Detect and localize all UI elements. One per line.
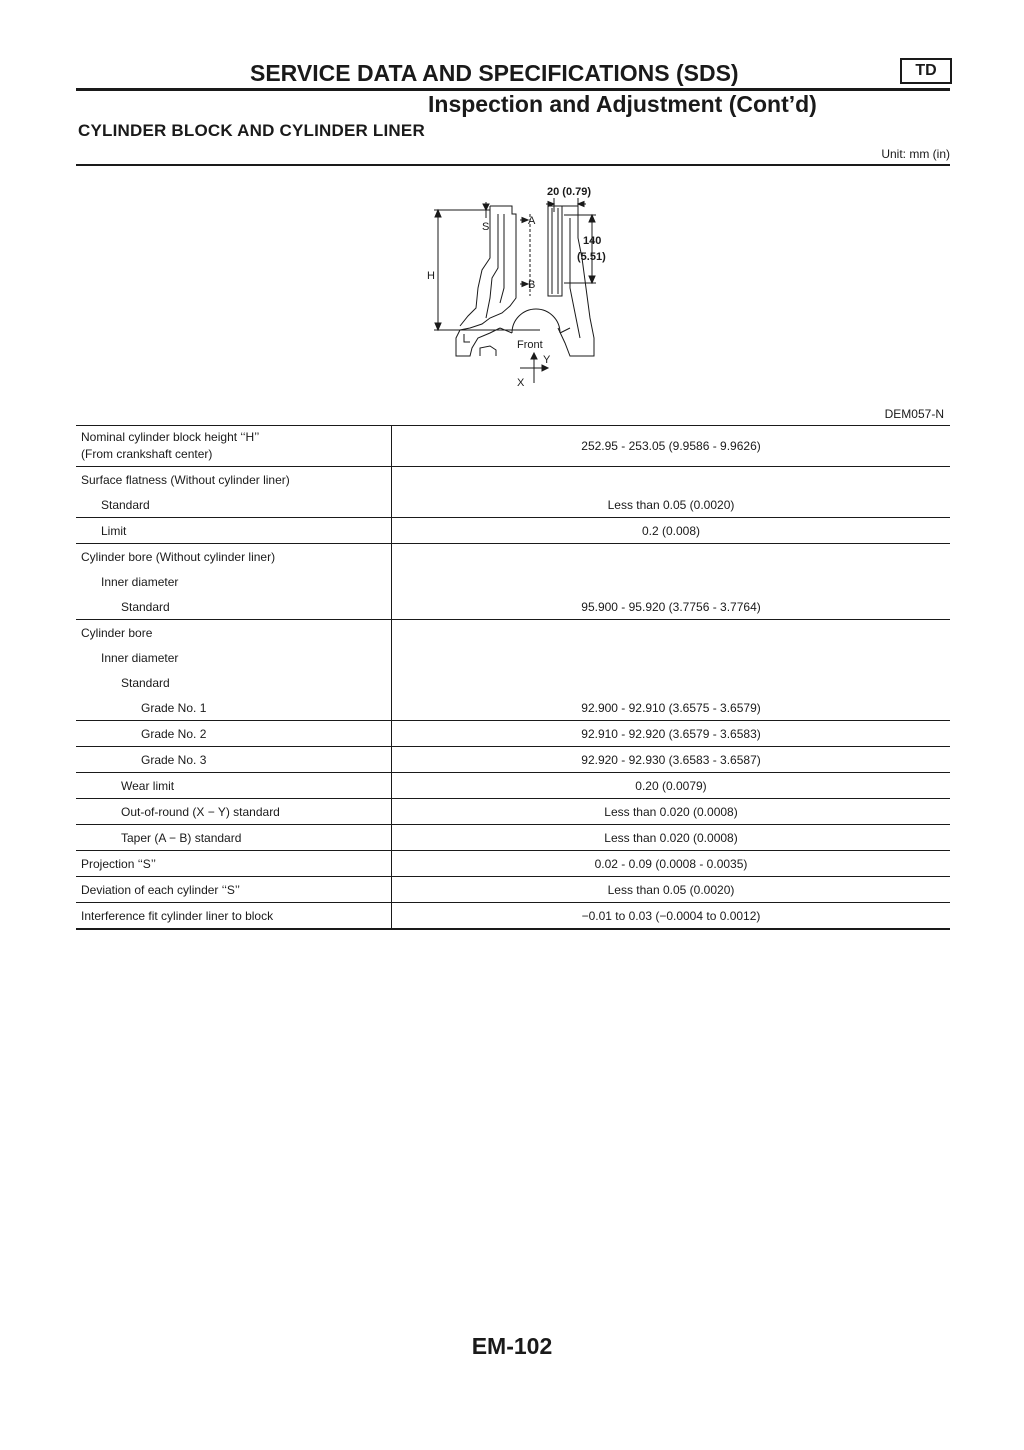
spec-label: Interference fit cylinder liner to block xyxy=(76,903,392,930)
projection-s-label: S xyxy=(482,221,490,233)
table-row xyxy=(76,773,950,799)
spec-label: Projection ‘‘S’’ xyxy=(76,851,392,877)
spec-label: Cylinder bore xyxy=(76,620,392,646)
spec-label: Out-of-round (X − Y) standard xyxy=(76,799,392,825)
spec-value xyxy=(392,569,951,594)
table-row xyxy=(76,825,950,851)
table-row xyxy=(76,518,950,544)
spec-value: 92.920 - 92.930 (3.6583 - 3.6587) xyxy=(392,747,951,773)
axis-y-label: Y xyxy=(543,354,551,366)
page-title: SERVICE DATA AND SPECIFICATIONS (SDS) xyxy=(250,60,739,86)
spec-value: 0.2 (0.008) xyxy=(641,523,701,538)
width-dimension-label: 20 (0.79) xyxy=(547,186,592,198)
table-row xyxy=(76,569,950,594)
cylinder-block-diagram xyxy=(420,178,620,393)
measure-a-label: A xyxy=(528,215,536,227)
spec-label: Standard xyxy=(76,594,392,620)
spec-value: −0.01 to 0.03 (−0.0004 to 0.0012) xyxy=(581,908,761,923)
table-row xyxy=(76,903,950,930)
spec-label: Grade No. 3 xyxy=(76,747,392,773)
spec-value: 92.910 - 92.920 (3.6579 - 3.6583) xyxy=(392,721,951,747)
depth-dimension-label: 140 xyxy=(583,235,602,247)
spec-label: Standard xyxy=(76,492,392,518)
page-subtitle: Inspection and Adjustment (Cont’d) xyxy=(428,91,817,117)
spec-label: Nominal cylinder block height ‘‘H’’ (From crankshaft center) xyxy=(76,426,392,467)
spec-label: Grade No. 2 xyxy=(76,721,392,747)
spec-value: Less than 0.05 (0.0020) xyxy=(607,882,735,897)
section-rule xyxy=(76,164,950,166)
table-row xyxy=(76,544,950,570)
measure-b-label: B xyxy=(528,279,536,291)
axis-x-label: X xyxy=(517,377,525,389)
section-heading: CYLINDER BLOCK AND CYLINDER LINER xyxy=(78,121,425,140)
spec-value xyxy=(392,467,951,493)
depth-dimension-label-in: (5.51) xyxy=(577,251,606,263)
table-row xyxy=(76,721,950,747)
table-row xyxy=(76,426,950,467)
table-row xyxy=(76,467,950,493)
table-row xyxy=(76,851,950,877)
table-row xyxy=(76,799,950,825)
spec-label: Cylinder bore (Without cylinder liner) xyxy=(76,544,392,570)
table-row xyxy=(76,877,950,903)
spec-label: Grade No. 1 xyxy=(76,695,392,721)
spec-value xyxy=(392,670,951,695)
spec-value: 0.02 - 0.09 (0.0008 - 0.0035) xyxy=(594,856,748,871)
table-row xyxy=(76,695,950,721)
table-row xyxy=(76,594,950,620)
spec-value: 95.900 - 95.920 (3.7756 - 3.7764) xyxy=(581,599,761,614)
spec-label: Inner diameter xyxy=(76,569,392,594)
page-number: EM-102 xyxy=(471,1333,553,1359)
spec-value: Less than 0.020 (0.0008) xyxy=(392,799,951,825)
spec-label: Taper (A − B) standard xyxy=(76,825,392,851)
cylinder-liner xyxy=(548,206,562,296)
table-row xyxy=(76,747,950,773)
table-row xyxy=(76,645,950,670)
table-row xyxy=(76,670,950,695)
spec-label: Limit xyxy=(76,518,392,544)
spec-label: Wear limit xyxy=(76,773,392,799)
block-outline-right xyxy=(558,206,594,356)
table-row xyxy=(76,620,950,646)
height-h-label: H xyxy=(427,270,435,282)
table-row xyxy=(76,492,950,518)
unit-note: Unit: mm (in) xyxy=(881,147,950,161)
figure-id: DEM057-N xyxy=(884,407,944,421)
spec-value xyxy=(392,620,951,646)
spec-label: Inner diameter xyxy=(76,645,392,670)
spec-value xyxy=(392,645,951,670)
spec-table xyxy=(76,425,950,930)
spec-value: 92.900 - 92.910 (3.6575 - 3.6579) xyxy=(392,695,951,721)
spec-value: 0.20 (0.0079) xyxy=(392,773,951,799)
spec-label: Deviation of each cylinder ‘‘S’’ xyxy=(76,877,392,903)
engine-type-badge: TD xyxy=(900,58,952,84)
spec-value: Less than 0.020 (0.0008) xyxy=(604,830,738,845)
spec-label: Surface flatness (Without cylinder liner) xyxy=(76,467,392,493)
spec-value: 252.95 - 253.05 (9.9586 - 9.9626) xyxy=(581,439,761,453)
spec-value xyxy=(392,544,951,570)
spec-value: Less than 0.05 (0.0020) xyxy=(607,497,735,512)
crank-bore xyxy=(512,309,560,333)
spec-label: Standard xyxy=(76,670,392,695)
front-label: Front xyxy=(517,339,543,351)
